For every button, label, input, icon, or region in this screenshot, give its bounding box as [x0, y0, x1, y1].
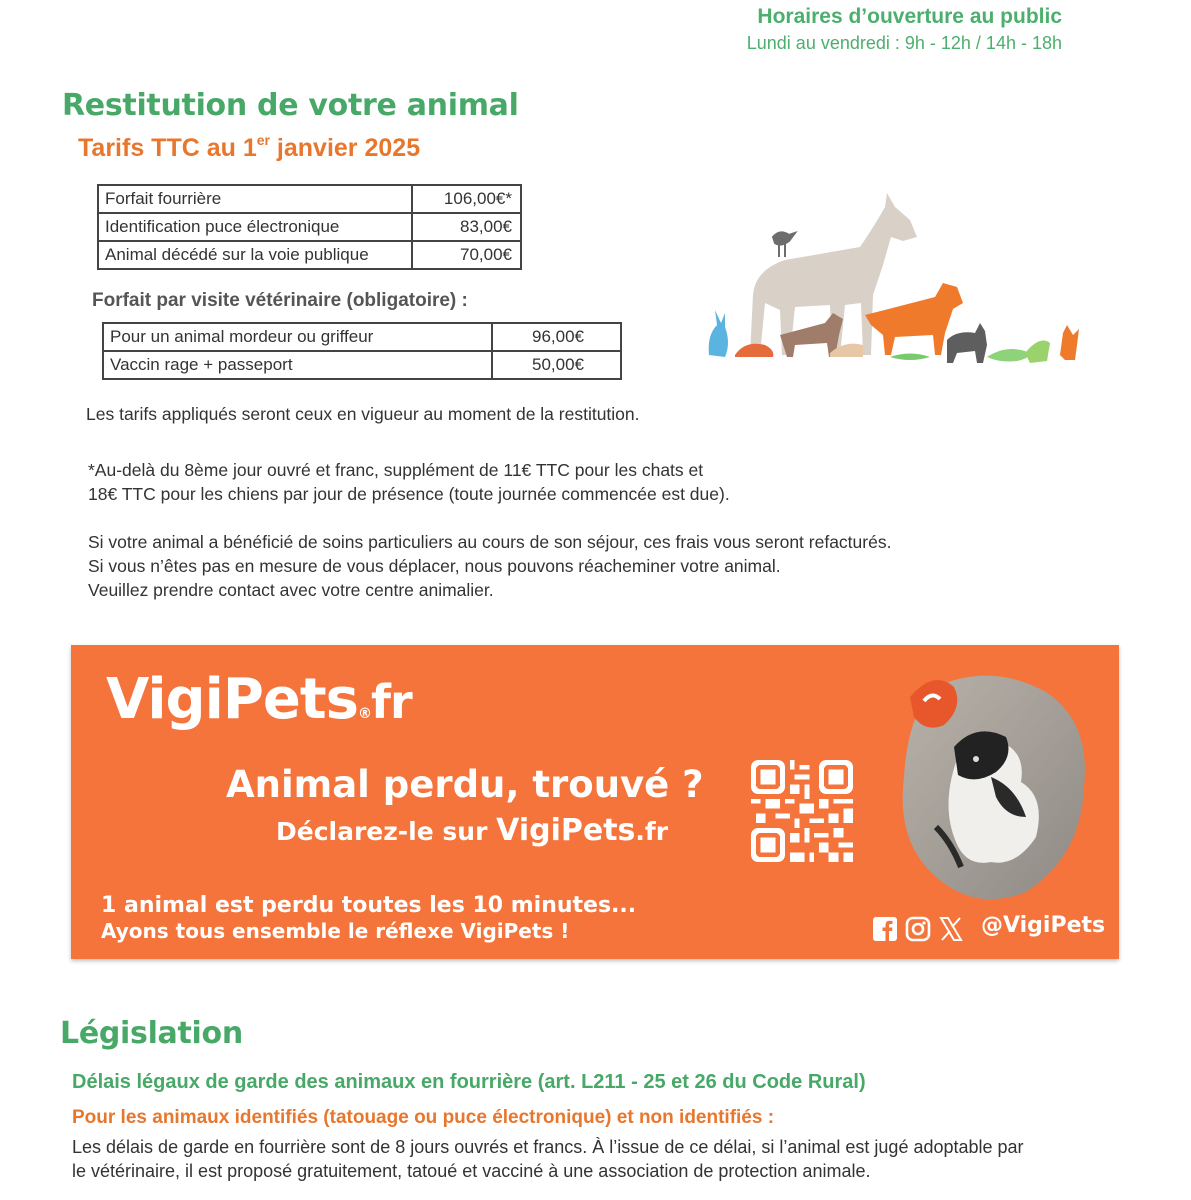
table-row: [98, 213, 521, 241]
price-label: Identification puce électronique: [98, 213, 412, 241]
table-row: [103, 351, 621, 379]
banner-slogan: Ayons tous ensemble le réflexe VigiPets !: [101, 919, 570, 943]
rat-icon: [735, 344, 773, 357]
vigipets-logo: VigiPets®fr: [106, 667, 412, 732]
guinea-pig-icon: [987, 349, 1029, 362]
price-value: 106,00€*: [412, 185, 521, 213]
bird-icon: [773, 232, 795, 257]
banner-subline: Déclarez-le sur VigiPets.fr: [276, 813, 669, 848]
note-soins: Si votre animal a bénéficié de soins particuliers au cours de son séjour, ces frais vous seront refacturés.: [88, 532, 892, 552]
lizard-icon: [890, 354, 930, 361]
table-row: [98, 185, 521, 213]
note-supplement-line2: 18€ TTC pour les chiens par jour de présence (toute journée commencée est due).: [88, 484, 730, 504]
restitution-title: Restitution de votre animal: [62, 88, 519, 123]
opening-hours-line: Lundi au vendredi : 9h - 12h / 14h - 18h: [746, 33, 1062, 53]
dog-photo: [896, 667, 1088, 899]
tarifs-table: [97, 184, 522, 270]
note-reacheminer: Si vous n’êtes pas en mesure de vous déplacer, nous pouvons réacheminer votre animal.: [88, 556, 781, 576]
banner-stat: 1 animal est perdu toutes les 10 minutes...: [101, 893, 637, 918]
facebook-icon[interactable]: [872, 916, 898, 942]
cat-icon: [947, 323, 987, 363]
rabbit-icon: [709, 310, 728, 357]
legislation-line: Les délais de garde en fourrière sont de 8 jours ouvrés et francs. À l’issue de ce délai, si l’animal est jugé adoptable par: [72, 1137, 1024, 1157]
animals-illustration: [695, 185, 1085, 370]
vigipets-handle[interactable]: @VigiPets: [981, 913, 1106, 938]
vet-visit-title: Forfait par visite vétérinaire (obligatoire) :: [92, 290, 468, 311]
tarifs-title: Tarifs TTC au 1er janvier 2025: [78, 132, 421, 162]
price-label: Animal décédé sur la voie publique: [98, 241, 412, 269]
legislation-identified-heading: Pour les animaux identifiés (tatouage ou puce électronique) et non identifiés :: [72, 1107, 775, 1128]
instagram-icon[interactable]: [905, 916, 931, 942]
note-supplement-line1: *Au-delà du 8ème jour ouvré et franc, supplément de 11€ TTC pour les chats et: [88, 460, 704, 480]
qr-code[interactable]: [749, 760, 855, 862]
legislation-line: le vétérinaire, il est proposé gratuitement, tatoué et vacciné à une association de protection animale.: [72, 1161, 871, 1181]
legislation-subtitle: Délais légaux de garde des animaux en fourrière (art. L211 - 25 et 26 du Code Rural): [72, 1071, 866, 1093]
x-icon[interactable]: [939, 916, 963, 942]
table-row: [98, 241, 521, 269]
iguana-icon: [1025, 341, 1050, 363]
opening-hours-title: Horaires d’ouverture au public: [757, 5, 1062, 28]
legislation-body: [72, 1135, 1152, 1183]
price-label: Pour un animal mordeur ou griffeur: [103, 323, 492, 351]
price-value: 83,00€: [412, 213, 521, 241]
note-contact: Veuillez prendre contact avec votre centre animalier.: [88, 580, 494, 600]
table-row: [103, 323, 621, 351]
banner-headline: Animal perdu, trouvé ?: [226, 763, 704, 806]
legislation-title: Législation: [60, 1016, 243, 1051]
price-value: 70,00€: [412, 241, 521, 269]
price-value: 50,00€: [492, 351, 621, 379]
vet-table: [102, 322, 622, 380]
price-value: 96,00€: [492, 323, 621, 351]
vigipets-banner[interactable]: [71, 645, 1119, 959]
note-tarifs: Les tarifs appliqués seront ceux en vigueur au moment de la restitution.: [86, 404, 640, 424]
chihuahua-icon: [1060, 325, 1079, 360]
price-label: Vaccin rage + passeport: [103, 351, 492, 379]
price-label: Forfait fourrière: [98, 185, 412, 213]
